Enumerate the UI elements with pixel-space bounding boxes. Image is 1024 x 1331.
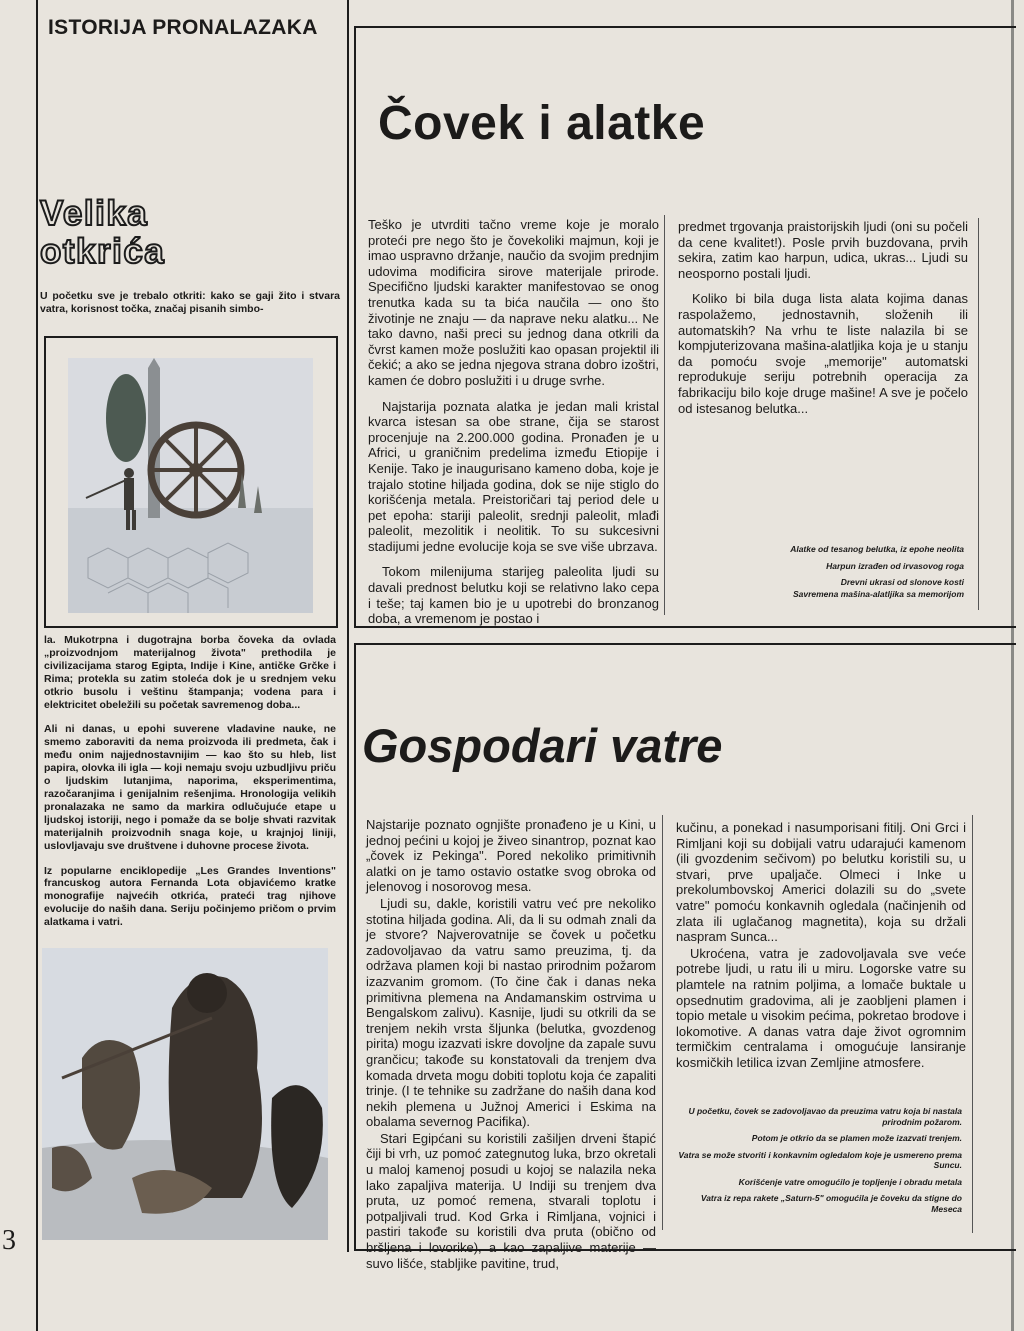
article2-captions <box>672 1106 962 1220</box>
article2-column-2 <box>676 820 966 1081</box>
caption: Vatra iz repa rakete „Saturn-5" omogućila je čoveku da stigne do Meseca <box>700 1193 962 1214</box>
sidebar-paragraph: Iz popularne enciklopedije „Les Grandes Inventions" francuskog autora Fernanda Lota objavićemo kratke monografije najvećih otkrića, prateći trag njihove evolucije do naših dana. Seriju počinjemo pričom o prvim alatkama i vatri. <box>44 864 336 929</box>
sidebar-title-line: Velika <box>40 194 149 233</box>
sidebar-paragraph: Ali ni danas, u epohi suverene vladavine nauke, ne smemo zaboraviti da nema proizvoda ili predmeta, čak i među onim najjednostavnijim — kao što su hleb, list papira, olovka ili igla — koji nemaju svoju uzbudljivu priču o ljudskim lutanjima, naporima, eksperimentima, razočaranjima i genijalnim rešenjima. Hronologija velikih pronalazaka ne samo da markira odlučujuće etape u ljudskoj istoriji, nego i pomaže da se bolje shvati razvitak materijalnih proizvodnih snaga koje, u krajnjoj liniji, uslovljavaju sve društvene i duhovne procese života. <box>44 723 336 852</box>
article1-captions <box>678 544 964 605</box>
article1-column-1 <box>368 217 659 637</box>
article2-right-rule <box>972 815 973 1233</box>
article1-right-rule <box>978 218 979 610</box>
page-number: 3 <box>2 1225 16 1256</box>
article1-col-rule <box>664 215 665 615</box>
article2-paragraph: Stari Egipćani su koristili zašiljen drveni štapić čiji bi vrh, uz pomoć zategnutog luka, brzo okretali u maloj kamenoj posudi u kojoj se nalazila neka lako zapaljiva materija. U Indiji su trenjem dva pruta, uz pomoć remena, stvarali toplotu i potpaljivali trud. Kod Grka i Rimljana, vojnici i pastiri takođe su koristili dva pruta (obično od bršljena i lovorike), a kao zapaljive materije — suvo lišće, stabljike pavitine, trud, <box>366 1130 656 1271</box>
column-divider <box>347 0 349 1252</box>
article2-paragraph: Ukroćena, vatra je zadovoljavala sve veće potrebe ljudi, u ratu ili u miru. Logorske vatre su plamtele na ratnim poljima, a lomače buktale u opsednutim gradovima, ali je zaobljeni plamen i topio metale u visokim pećima, pokretao brodove i lokomotive. A danas vatra daje život ogromnim termičkim centralama i omogućuje lansiranje kosmičkih letilica izvan Zemljine atmosfere. <box>676 945 966 1070</box>
caption: Alatke od tesanog belutka, iz epohe neolita <box>790 544 964 554</box>
article1-paragraph: Tokom milenijuma starijeg paleolita ljudi su davali prednost belutku koji se relativno lako cepa i teše; taj kamen bio je u upotrebi do bronzanog doba, a vremenom je postao i <box>368 564 659 627</box>
caption: Vatra se može stvoriti i konkavnim ogledalom koje je usmereno prema Suncu. <box>678 1149 962 1170</box>
article2-col-rule <box>662 815 663 1230</box>
sidebar-title-line: otkrića <box>40 232 166 271</box>
article1-title: Čovek i alatke <box>378 97 706 150</box>
article1-paragraph: predmet trgovanja praistorijskih ljudi (oni su počeli da cene kvalitet!). Posle prvih buzdovana, prvih sekira, zatim kao harpun, udica, ukras... Ljudi su neosporno postali ljudi. <box>678 219 968 281</box>
article2-paragraph: Najstarije poznato ognjište pronađeno je u Kini, u jednoj pećini u kojoj je živeo sinantrop, poznat kao „čovek iz Pekinga". Pored nekoliko primitivnih alatki on je tamo ostavio ostatke svog obroka od jelenovog i nosorovog mesa. <box>366 817 656 895</box>
caption: Drevni ukrasi od slonove kosti <box>840 577 964 587</box>
sidebar-paragraph: la. Mukotrpna i dugotrajna borba čoveka da ovlada „proizvodnjom materijalnog života" prethodila je civilizacijama starog Egipta, Indije i Kine, antičke Grčke i Rima; protekla su zatim stoleća dok je u srednjem veku otkrio busolu i veštinu štampanja; vodena para i elektricitet obeležili su početak savremenog doba... <box>44 634 336 711</box>
caption: Potom je otkrio da se plamen može izazvati trenjem. <box>751 1133 962 1143</box>
article1-paragraph: Koliko bi bila duga lista alata kojima danas raspolažemo, jednostavnih, složenih ili automatskih? Na vrhu te liste nalazila bi se kompjuterizovana mašina-alatljika koja je u stanju da pomoću svoje „memorije" automatski reprodukuje seriju potrebnih operacija za fabrikaciju bilo koje druge mašine! A sve je počelo od istesanog belutka... <box>678 291 968 416</box>
article2-paragraph: Ljudi su, dakle, koristili vatru već pre nekoliko stotina hiljada godina. Ali, da li su odmah znali da je stvore? Najverovatnije se čovek u početku zadovoljavao da vatru samo preuzima, tj. da održava plamen koji bi nastao prirodnim požarom izazvanim gromom. (To čine čak i danas neka primitivna plemena na Andamanskim ostrvima u Bengalskom zalivu). Kasnije, ljudi su otkrili da se trenjem nekih vrsta šljunka (belutka, gvozdenog pirita) mogu izazvati iskre dovoljne da zapale suvu grančicu; takođe su konstatovali da trenjem dva komada drveta mogu dobiti toplotu koja će zapaliti trinje. (I te tehnike su zadržane do naših dana kod nekih plemena u Južnoj Americi i Eskima na obalama severnog Pacifika). <box>366 895 656 1130</box>
article1-paragraph: Najstarija poznata alatka je jedan mali kristal kvarca istesan sa obe strane, čija se starost procenjuje na 2.200.000 godina. Pronađen je u Africi, u graničnim predelima između Etiopije i Kenije. Tako je inaugurisano kameno doba, koje je trajalo stotine hiljada godina, dok se nije stiglo do korišćenja metala. Preistoričari taj period dele u pet epoha: stariji paleolit, srednji paleolit, mlađi paleolit, mezolitik i neolitik. To su sukcesivni stadijumi jedne evolucije koja se sve više ubrzava. <box>368 398 659 554</box>
cavemen-illustration <box>42 948 328 1240</box>
sidebar-intro: U početku sve je trebalo otkriti: kako se gaji žito i stvara vatra, korisnost točka, značaj pisanih simbo- <box>40 290 340 315</box>
caption: Savremena mašina-alatljika sa memorijom <box>792 588 964 599</box>
caption: Korišćenje vatre omogućilo je topljenje i obradu metala <box>738 1176 962 1187</box>
caption: U početku, čovek se zadovoljavao da preuzima vatru koja bi nastala prirodnim požarom. <box>688 1106 962 1127</box>
sidebar-title <box>40 195 165 271</box>
article2-column-1 <box>366 817 656 1281</box>
section-title: ISTORIJA PRONALAZAKA <box>48 16 318 39</box>
article2-title: Gospodari vatre <box>362 719 723 772</box>
article1-column-2 <box>678 219 968 426</box>
tools-illustration <box>68 358 313 613</box>
sidebar-body <box>44 634 336 941</box>
left-margin-rule <box>36 0 38 1331</box>
article1-paragraph: Teško je utvrditi tačno vreme koje je moralo proteći pre nego što je čovekoliki majmun, koji je imao uspravno držanje, naučio da svojim prednjim udovima modificira sirove materijale prirode. Specifično ljudski karakter manifestovao se onog trenutka kada su ta bića naučila — ono što životinje ne znaju — da naprave neku alatku... Ne tako davno, naši preci su jednog dana otkrili da čvrst kamen može poslužiti kao opasan projektil ili čekić; a ako se jedna njegova strana dobro izoštri, kamen će dobro poslužiti i u druge svrhe. <box>368 217 659 388</box>
article2-paragraph: kučinu, a ponekad i nasumporisani fitilj. Oni Grci i Rimljani koji su dobijali vatru udarajući kamenom (ili gvozdenim sečivom) po belutku koristili su, u stvari, prve upaljače. Olmeci i Inke u prekolumbovskoj Americi dolazili su do „svete vatre" pomoću konkavnih ogledala (načinjenih od zlata ili uglačanog magnetita), koja su držali naspram Sunca... <box>676 820 966 945</box>
caption: Harpun izrađen od irvasovog roga <box>826 560 964 571</box>
